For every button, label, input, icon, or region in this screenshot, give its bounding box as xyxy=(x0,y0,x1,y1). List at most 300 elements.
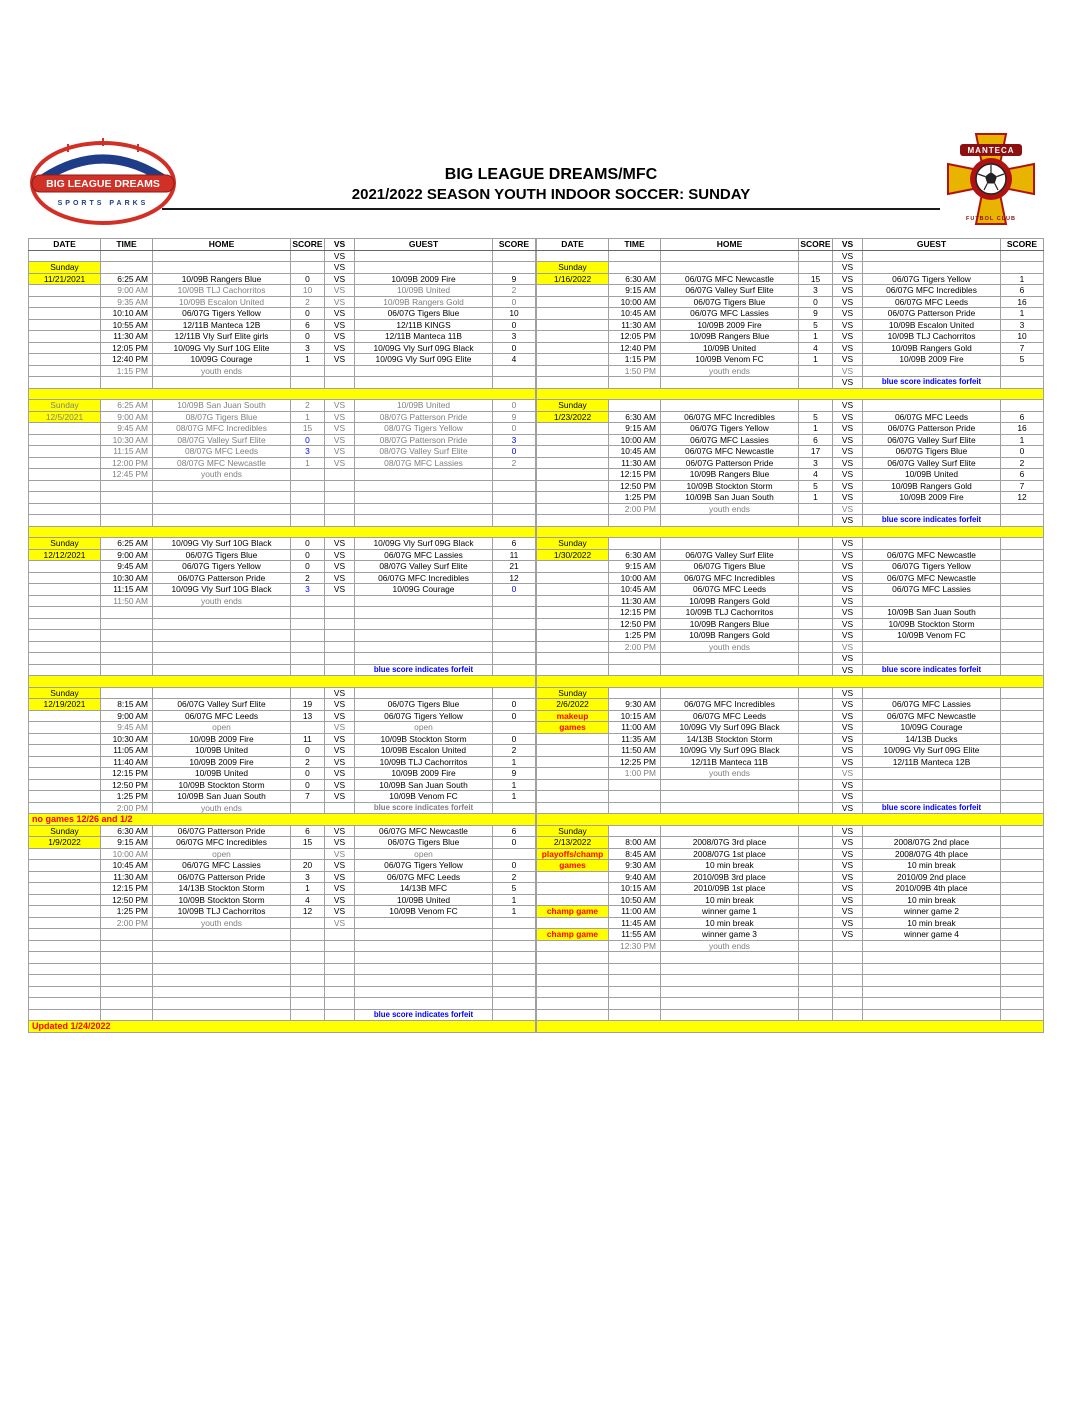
schedule-row xyxy=(537,963,1044,975)
vs-cell xyxy=(325,653,355,665)
column-header: VS xyxy=(833,239,863,251)
time-cell: 10:15 AM xyxy=(609,883,661,895)
home-score-cell xyxy=(799,860,833,872)
home-team-cell: youth ends xyxy=(661,641,799,653)
guest-team-cell xyxy=(355,480,493,492)
guest-team-cell: 10/09B 2009 Fire xyxy=(863,354,1001,366)
guest-team-cell xyxy=(863,687,1001,699)
date-cell xyxy=(29,319,101,331)
vs-cell: VS xyxy=(833,538,863,550)
guest-team-cell: 10/09B San Juan South xyxy=(355,779,493,791)
date-cell xyxy=(29,894,101,906)
guest-score-cell xyxy=(493,250,536,262)
guest-score-cell xyxy=(1001,768,1044,780)
page-subtitle: 2021/2022 SEASON YOUTH INDOOR SOCCER: SUNDAY xyxy=(351,186,751,203)
home-score-cell xyxy=(291,687,325,699)
schedule-row xyxy=(537,331,1044,343)
time-cell xyxy=(101,1009,153,1021)
home-score-cell xyxy=(799,710,833,722)
date-cell: Sunday xyxy=(537,538,609,550)
vs-cell: VS xyxy=(325,296,355,308)
guest-score-cell xyxy=(493,998,536,1010)
guest-team-cell: 06/07G Valley Surf Elite xyxy=(863,434,1001,446)
home-score-cell xyxy=(291,377,325,389)
guest-team-cell: 10/09B TLJ Cachorritos xyxy=(863,331,1001,343)
home-score-cell: 13 xyxy=(291,710,325,722)
schedule-row xyxy=(29,630,536,642)
home-team-cell: 10/09B United xyxy=(153,768,291,780)
guest-score-cell xyxy=(1001,503,1044,515)
guest-score-cell xyxy=(1001,883,1044,895)
schedule-row xyxy=(29,1009,536,1021)
time-cell xyxy=(101,262,153,274)
bld-logo-name: BIG LEAGUE DREAMS xyxy=(46,178,160,190)
time-cell xyxy=(609,687,661,699)
home-score-cell: 1 xyxy=(291,411,325,423)
time-cell: 1:25 PM xyxy=(609,630,661,642)
time-cell xyxy=(609,515,661,527)
home-score-cell: 1 xyxy=(799,423,833,435)
guest-score-cell xyxy=(1001,538,1044,550)
column-header-row xyxy=(29,239,536,251)
time-cell xyxy=(609,963,661,975)
date-cell: Sunday xyxy=(29,825,101,837)
schedule-row xyxy=(29,894,536,906)
home-team-cell: 10/09B Venom FC xyxy=(661,354,799,366)
guest-score-cell xyxy=(1001,860,1044,872)
time-cell: 10:00 AM xyxy=(609,434,661,446)
vs-cell xyxy=(325,802,355,814)
schedule-row xyxy=(29,952,536,964)
date-cell xyxy=(29,791,101,803)
home-team-cell: 10/09B Rangers Blue xyxy=(153,273,291,285)
home-score-cell: 0 xyxy=(291,768,325,780)
column-header: SCORE xyxy=(800,239,831,249)
date-cell xyxy=(537,365,609,377)
guest-score-cell xyxy=(1001,365,1044,377)
date-cell xyxy=(537,940,609,952)
date-cell xyxy=(29,492,101,504)
home-team-cell: 10/09B 2009 Fire xyxy=(153,733,291,745)
home-score-cell xyxy=(799,975,833,987)
home-score-cell xyxy=(799,848,833,860)
home-score-cell xyxy=(799,986,833,998)
column-header-row xyxy=(537,239,1044,251)
home-team-cell xyxy=(153,618,291,630)
date-cell: Sunday xyxy=(537,687,609,699)
time-cell: 1:00 PM xyxy=(609,768,661,780)
vs-cell: VS xyxy=(833,492,863,504)
date-cell xyxy=(29,871,101,883)
guest-team-cell xyxy=(355,917,493,929)
time-cell: 9:45 AM xyxy=(101,423,153,435)
guest-team-cell xyxy=(355,940,493,952)
time-cell xyxy=(609,825,661,837)
date-cell xyxy=(537,342,609,354)
separator-row xyxy=(29,1021,536,1033)
guest-score-cell xyxy=(493,607,536,619)
home-team-cell: 06/07G Valley Surf Elite xyxy=(153,699,291,711)
schedule-row xyxy=(29,687,536,699)
vs-cell: VS xyxy=(833,756,863,768)
home-team-cell: 06/07G Tigers Blue xyxy=(153,549,291,561)
home-score-cell: 20 xyxy=(291,860,325,872)
guest-score-cell: 0 xyxy=(493,296,536,308)
schedule-row xyxy=(29,572,536,584)
time-cell: 10:55 AM xyxy=(101,319,153,331)
date-cell xyxy=(29,986,101,998)
date-cell: 1/30/2022 xyxy=(537,549,609,561)
guest-score-cell xyxy=(1001,561,1044,573)
column-header: GUEST xyxy=(863,239,1001,251)
time-cell xyxy=(609,250,661,262)
date-cell xyxy=(537,653,609,665)
home-score-cell xyxy=(799,653,833,665)
home-score-cell xyxy=(291,630,325,642)
home-score-cell xyxy=(291,929,325,941)
home-team-cell: open xyxy=(153,848,291,860)
schedule-row xyxy=(537,423,1044,435)
schedule-row xyxy=(29,779,536,791)
home-team-cell: 06/07G Patterson Pride xyxy=(153,572,291,584)
vs-cell: VS xyxy=(325,779,355,791)
home-team-cell xyxy=(153,929,291,941)
time-cell: 11:05 AM xyxy=(101,745,153,757)
time-cell: 12:15 PM xyxy=(609,607,661,619)
time-cell: 11:30 AM xyxy=(101,331,153,343)
time-cell: 8:45 AM xyxy=(609,848,661,860)
guest-team-cell: 10/09B 2009 Fire xyxy=(355,273,493,285)
guest-score-cell xyxy=(493,653,536,665)
vs-cell: VS xyxy=(833,641,863,653)
home-team-cell xyxy=(661,653,799,665)
home-team-cell xyxy=(153,630,291,642)
home-score-cell: 1 xyxy=(291,883,325,895)
date-cell xyxy=(29,975,101,987)
date-cell xyxy=(537,883,609,895)
home-team-cell: 06/07G Tigers Yellow xyxy=(661,423,799,435)
home-score-cell: 6 xyxy=(291,825,325,837)
home-team-cell xyxy=(661,250,799,262)
date-cell xyxy=(537,308,609,320)
vs-cell: VS xyxy=(325,342,355,354)
vs-cell: VS xyxy=(833,411,863,423)
home-score-cell xyxy=(799,365,833,377)
home-score-cell xyxy=(799,584,833,596)
date-cell: games xyxy=(537,722,609,734)
vs-cell: VS xyxy=(833,883,863,895)
schedule-row xyxy=(29,733,536,745)
guest-team-cell: 10/09G Courage xyxy=(355,584,493,596)
time-cell: 8:00 AM xyxy=(609,837,661,849)
home-score-cell xyxy=(799,929,833,941)
guest-score-cell: 6 xyxy=(493,825,536,837)
guest-team-cell: 06/07G MFC Incredibles xyxy=(355,572,493,584)
home-score-cell xyxy=(799,802,833,814)
time-cell: 6:25 AM xyxy=(101,273,153,285)
vs-cell xyxy=(325,607,355,619)
vs-cell xyxy=(325,940,355,952)
column-header: SCORE xyxy=(493,239,536,251)
schedule-row xyxy=(29,457,536,469)
vs-cell xyxy=(833,940,863,952)
home-team-cell: 06/07G Valley Surf Elite xyxy=(661,549,799,561)
home-score-cell: 5 xyxy=(799,319,833,331)
guest-score-cell: 6 xyxy=(1001,285,1044,297)
vs-cell: VS xyxy=(833,434,863,446)
guest-team-cell: 10 min break xyxy=(863,917,1001,929)
home-team-cell: 10/09B TLJ Cachorritos xyxy=(153,285,291,297)
home-score-cell xyxy=(291,653,325,665)
home-team-cell: youth ends xyxy=(661,768,799,780)
home-score-cell xyxy=(799,262,833,274)
column-header: SCORE xyxy=(1001,239,1044,251)
home-team-cell: youth ends xyxy=(661,365,799,377)
forfeit-note: blue score indicates forfeit xyxy=(863,377,1001,389)
home-team-cell: winner game 3 xyxy=(661,929,799,941)
vs-cell: VS xyxy=(833,446,863,458)
schedule-row xyxy=(537,745,1044,757)
guest-score-cell xyxy=(1001,998,1044,1010)
date-cell xyxy=(29,963,101,975)
home-score-cell xyxy=(291,262,325,274)
guest-score-cell: 0 xyxy=(493,733,536,745)
guest-team-cell: 10/09B Venom FC xyxy=(355,791,493,803)
home-score-cell xyxy=(799,733,833,745)
column-header: HOME xyxy=(661,239,799,251)
vs-cell: VS xyxy=(325,273,355,285)
home-team-cell: 10/09B San Juan South xyxy=(661,492,799,504)
time-cell xyxy=(101,641,153,653)
guest-score-cell: 0 xyxy=(493,423,536,435)
home-team-cell xyxy=(153,998,291,1010)
guest-score-cell: 5 xyxy=(1001,354,1044,366)
schedule-row xyxy=(537,848,1044,860)
guest-score-cell: 0 xyxy=(493,860,536,872)
vs-cell: VS xyxy=(325,745,355,757)
home-team-cell: 10/09G Vly Surf 10G Black xyxy=(153,538,291,550)
time-cell: 11:50 AM xyxy=(609,745,661,757)
guest-team-cell: 08/07G Tigers Yellow xyxy=(355,423,493,435)
home-team-cell: 10/09G Courage xyxy=(153,354,291,366)
date-cell xyxy=(537,561,609,573)
guest-score-cell xyxy=(493,664,536,676)
vs-cell: VS xyxy=(325,710,355,722)
date-cell xyxy=(537,791,609,803)
home-score-cell xyxy=(799,779,833,791)
date-cell xyxy=(29,653,101,665)
guest-score-cell xyxy=(1001,641,1044,653)
vs-cell: VS xyxy=(325,446,355,458)
vs-cell: VS xyxy=(325,572,355,584)
guest-score-cell xyxy=(1001,929,1044,941)
schedule-row xyxy=(537,365,1044,377)
time-cell xyxy=(609,791,661,803)
guest-score-cell: 12 xyxy=(1001,492,1044,504)
schedule-row xyxy=(29,607,536,619)
date-cell: 1/23/2022 xyxy=(537,411,609,423)
vs-cell: VS xyxy=(325,319,355,331)
schedule-row xyxy=(537,733,1044,745)
schedule-row xyxy=(29,365,536,377)
guest-team-cell: 06/07G MFC Newcastle xyxy=(355,825,493,837)
time-cell xyxy=(609,400,661,412)
separator-row xyxy=(537,1021,1044,1033)
separator-row xyxy=(29,676,536,688)
guest-score-cell xyxy=(1001,400,1044,412)
time-cell: 11:00 AM xyxy=(609,722,661,734)
date-cell xyxy=(29,664,101,676)
home-team-cell: youth ends xyxy=(153,595,291,607)
time-cell: 10:45 AM xyxy=(609,446,661,458)
home-team-cell xyxy=(661,1009,799,1021)
time-cell xyxy=(609,975,661,987)
home-team-cell xyxy=(661,400,799,412)
home-team-cell xyxy=(153,975,291,987)
schedule-row xyxy=(29,756,536,768)
guest-score-cell xyxy=(1001,515,1044,527)
guest-score-cell xyxy=(1001,377,1044,389)
time-cell: 9:00 AM xyxy=(101,411,153,423)
guest-score-cell xyxy=(1001,710,1044,722)
home-score-cell: 0 xyxy=(291,561,325,573)
guest-team-cell: 06/07G MFC Lassies xyxy=(863,584,1001,596)
vs-cell: VS xyxy=(833,365,863,377)
vs-cell: VS xyxy=(833,618,863,630)
home-score-cell: 2 xyxy=(291,572,325,584)
date-cell xyxy=(29,354,101,366)
guest-team-cell: 06/07G Patterson Pride xyxy=(863,423,1001,435)
vs-cell: VS xyxy=(325,883,355,895)
vs-cell: VS xyxy=(833,250,863,262)
forfeit-note: blue score indicates forfeit xyxy=(863,515,1001,527)
vs-cell xyxy=(833,1009,863,1021)
time-cell: 9:30 AM xyxy=(609,860,661,872)
vs-cell: VS xyxy=(833,285,863,297)
schedule-row xyxy=(29,423,536,435)
time-cell: 10:00 AM xyxy=(609,296,661,308)
guest-score-cell xyxy=(1001,917,1044,929)
guest-score-cell xyxy=(1001,250,1044,262)
schedule-row xyxy=(29,285,536,297)
date-cell xyxy=(537,377,609,389)
home-score-cell: 1 xyxy=(799,492,833,504)
guest-team-cell: 10/09B United xyxy=(355,285,493,297)
date-cell xyxy=(537,319,609,331)
schedule-row xyxy=(29,871,536,883)
home-score-cell xyxy=(799,871,833,883)
home-team-cell: 10/09B United xyxy=(153,745,291,757)
guest-team-cell: open xyxy=(355,848,493,860)
time-cell xyxy=(101,975,153,987)
guest-team-cell xyxy=(355,998,493,1010)
time-cell xyxy=(101,377,153,389)
vs-cell: VS xyxy=(833,699,863,711)
home-team-cell: 2008/07G 1st place xyxy=(661,848,799,860)
vs-cell: VS xyxy=(833,503,863,515)
home-score-cell xyxy=(799,503,833,515)
home-score-cell xyxy=(799,837,833,849)
home-score-cell: 2 xyxy=(291,400,325,412)
schedule-row xyxy=(537,250,1044,262)
time-cell: 10:30 AM xyxy=(101,572,153,584)
column-header: TIME xyxy=(101,239,153,251)
guest-score-cell: 9 xyxy=(493,273,536,285)
time-cell: 12:40 PM xyxy=(101,354,153,366)
home-team-cell xyxy=(661,963,799,975)
home-team-cell: 10 min break xyxy=(661,894,799,906)
vs-cell: VS xyxy=(833,917,863,929)
time-cell xyxy=(101,250,153,262)
schedule-row xyxy=(29,883,536,895)
schedule-row xyxy=(537,618,1044,630)
home-team-cell xyxy=(153,492,291,504)
home-score-cell xyxy=(799,618,833,630)
guest-team-cell xyxy=(355,952,493,964)
separator-band xyxy=(29,388,536,400)
vs-cell xyxy=(325,986,355,998)
manteca-fc-logo xyxy=(946,130,1036,233)
guest-team-cell: 08/07G Valley Surf Elite xyxy=(355,561,493,573)
time-cell: 11:15 AM xyxy=(101,446,153,458)
home-score-cell: 0 xyxy=(291,779,325,791)
time-cell: 1:25 PM xyxy=(101,906,153,918)
date-cell xyxy=(29,423,101,435)
time-cell xyxy=(101,480,153,492)
time-cell xyxy=(101,998,153,1010)
home-score-cell xyxy=(291,618,325,630)
home-score-cell xyxy=(799,906,833,918)
guest-score-cell xyxy=(1001,653,1044,665)
date-cell xyxy=(537,630,609,642)
guest-score-cell xyxy=(1001,664,1044,676)
time-cell: 9:15 AM xyxy=(609,423,661,435)
time-cell: 11:35 AM xyxy=(609,733,661,745)
vs-cell: VS xyxy=(833,561,863,573)
schedule-row xyxy=(537,457,1044,469)
guest-score-cell xyxy=(493,986,536,998)
schedule-row xyxy=(537,975,1044,987)
guest-score-cell: 0 xyxy=(493,584,536,596)
guest-team-cell xyxy=(355,365,493,377)
schedule-row xyxy=(537,998,1044,1010)
guest-score-cell: 9 xyxy=(493,768,536,780)
guest-team-cell xyxy=(355,975,493,987)
schedule-row xyxy=(537,354,1044,366)
time-cell: 9:45 AM xyxy=(101,722,153,734)
separator-row xyxy=(29,526,536,538)
schedule-row xyxy=(537,538,1044,550)
time-cell xyxy=(101,986,153,998)
guest-score-cell xyxy=(493,929,536,941)
home-team-cell: 10 min break xyxy=(661,860,799,872)
guest-score-cell: 2 xyxy=(493,285,536,297)
bld-logo-sub: SPORTS PARKS xyxy=(57,200,149,207)
guest-team-cell: 10/09B Escalon United xyxy=(863,319,1001,331)
date-cell xyxy=(537,917,609,929)
schedule-row xyxy=(29,492,536,504)
home-team-cell xyxy=(661,515,799,527)
guest-score-cell: 7 xyxy=(1001,480,1044,492)
time-cell xyxy=(101,653,153,665)
home-team-cell: 10/09B Rangers Gold xyxy=(661,595,799,607)
guest-score-cell xyxy=(493,722,536,734)
date-cell xyxy=(537,963,609,975)
home-score-cell: 19 xyxy=(291,699,325,711)
guest-team-cell xyxy=(355,515,493,527)
guest-score-cell: 0 xyxy=(493,837,536,849)
schedule-row xyxy=(29,250,536,262)
